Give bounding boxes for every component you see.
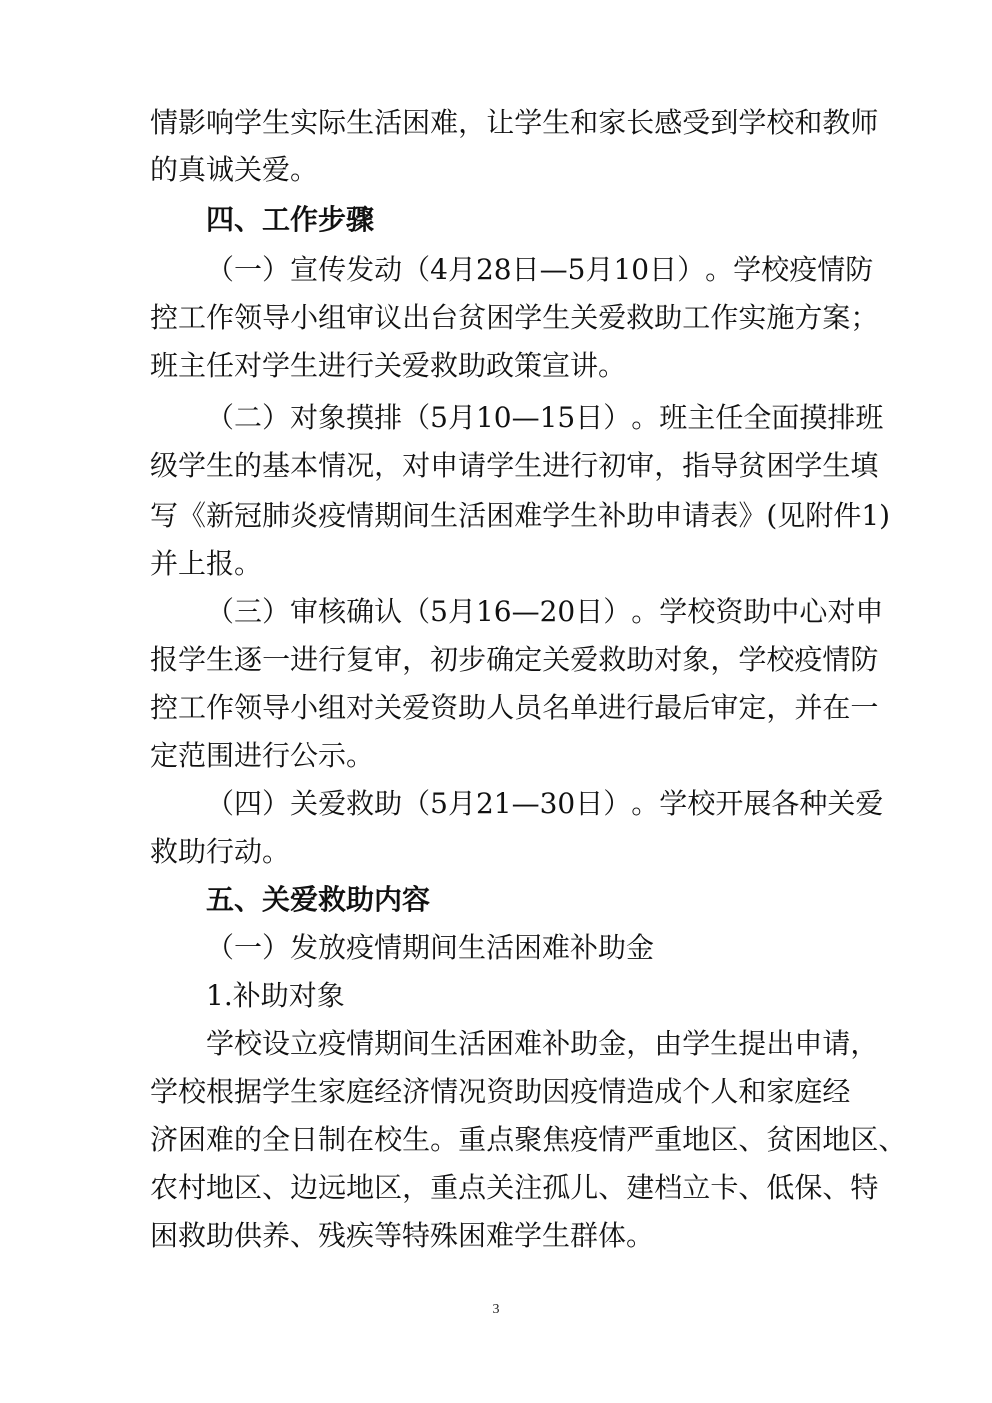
- paragraph-line: 救助行动。: [150, 835, 291, 868]
- paragraph-line: 控 工 作 领 导 小 组 对 关 爱 资 助 人 员 名 单 进 行 最 后 审 定 ， 并 在 一: [150, 691, 879, 724]
- paragraph-line: 级 学 生 的 基 本 情 况 ， 对 申 请 学 生 进 行 初 审 ， 指 导 贫 困 学 生 填: [150, 449, 879, 482]
- paragraph-line: （ 四 ） 关 爱 救 助 （ 5 月 21 — 30 日 ） 。 学 校 开 展 各 种 关 爱: [206, 787, 884, 820]
- paragraph-line: 困救助供养、残疾等特殊困难学生群体。: [150, 1219, 655, 1252]
- paragraph-line: 报 学 生 逐 一 进 行 复 审 ， 初 步 确 定 关 爱 救 助 对 象 ， 学 校 疫 情 防: [150, 643, 879, 676]
- paragraph-line: 济 困 难 的 全 日 制 在 校 生 。 重 点 聚 焦 疫 情 严 重 地 区 、 贫 困 地 区 、: [150, 1123, 907, 1156]
- paragraph-line: 1.补助对象: [206, 979, 345, 1012]
- paragraph-line: 农 村 地 区 、 边 远 地 区 ， 重 点 关 注 孤 儿 、 建 档 立 卡 、 低 保 、 特: [150, 1171, 879, 1204]
- paragraph-line: 情 影 响 学 生 实 际 生 活 困 难 ， 让 学 生 和 家 长 感 受 到 学 校 和 教 师: [150, 106, 879, 139]
- paragraph-line: 定范围进行公示。: [150, 739, 375, 772]
- page-number: 3: [492, 1302, 500, 1317]
- paragraph-line: （ 三 ） 审 核 确 认 （ 5 月 16 — 20 日 ） 。 学 校 资 助 中 心 对 申: [206, 595, 884, 628]
- paragraph-line: 写 《 新 冠 肺 炎 疫 情 期 间 生 活 困 难 学 生 补 助 申 请 表 》 ( 见 附 件 1 ): [150, 499, 891, 532]
- paragraph-line: （一）发放疫情期间生活困难补助金: [206, 931, 655, 964]
- paragraph-line: 学 校 根 据 学 生 家 庭 经 济 情 况 资 助 因 疫 情 造 成 个 人 和 家 庭 经: [150, 1075, 851, 1108]
- paragraph-line: 的真诚关爱。: [150, 153, 319, 186]
- paragraph-line: 并上报。: [150, 547, 263, 580]
- paragraph-line: （ 二 ） 对 象 摸 排 （ 5 月 10 — 15 日 ） 。 班 主 任 全 面 摸 排 班: [206, 401, 884, 434]
- paragraph-line: （ 一 ） 宣 传 发 动 （ 4 月 28 日 — 5 月 10 日 ） 。 学 校 疫 情 防: [206, 253, 874, 286]
- section-heading: 四、工作步骤: [206, 203, 375, 236]
- paragraph-line: 班主任对学生进行关爱救助政策宣讲。: [150, 349, 627, 382]
- paragraph-line: 学 校 设 立 疫 情 期 间 生 活 困 难 补 助 金 ， 由 学 生 提 出 申 请 ，: [206, 1027, 879, 1060]
- paragraph-line: 控 工 作 领 导 小 组 审 议 出 台 贫 困 学 生 关 爱 救 助 工 作 实 施 方 案 ；: [150, 301, 879, 334]
- section-heading: 五、关爱救助内容: [206, 883, 431, 916]
